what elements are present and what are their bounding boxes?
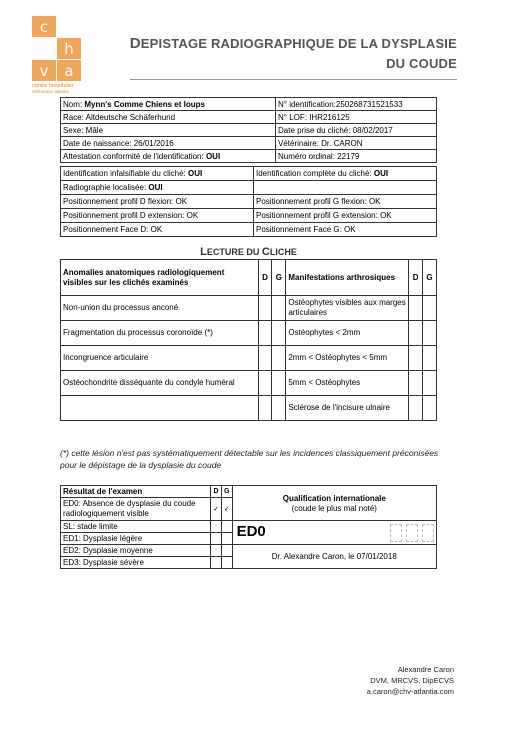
lof-number: N° LOF: IHR216125 (276, 111, 437, 124)
document-title: DEPISTAGE RADIOGRAPHIQUE DE LA DYSPLASIE DU COUDE (129, 35, 457, 71)
check-g-ed0: ✓ (221, 498, 232, 521)
g-extension: Positionnement profil G extension: OK (254, 209, 437, 223)
signature-titles: DVM, MRCVS, DipECVS (370, 676, 454, 685)
logo-letter-v: v (32, 60, 56, 81)
logo-subtitle-2: vétérinaire atlantia (32, 89, 69, 94)
grade-cell (232, 521, 436, 545)
result-header: Résultat de l'examen (61, 486, 211, 498)
anomaly-row: Non-union du processus anconé (61, 296, 259, 321)
anomaly-row: Fragmentation du processus coronoïde (*) (61, 321, 259, 346)
name-label: Nom: (63, 99, 83, 109)
sex: Sexe: Mâle (61, 124, 276, 137)
result-row-ed2: ED2: Dysplasie moyenne (61, 545, 211, 557)
lecture-table: Anomalies anatomiques radiologiquement visibles sur les clichés examinés D G Manifestations arthrosiques D G Non-union du processus anconé Ostéophytes visibles aux marges articulaires Fragmentation du processus coronoïde (*) Ostéophytes < 2mm Incongruence articulaire 2mm < Ostéophytes < 5mm Ostéochondrite disséquante du condyle huméral 5mm < Ostéophytes Sclérose de l'incisure ulnaire (60, 259, 437, 421)
face-d: Positionnement Face D: OK (61, 223, 254, 237)
chva-logo (32, 16, 82, 94)
grade-value: ED0 (236, 522, 266, 540)
qualification-header: Qualification internationale (coude le plus mal noté) (232, 486, 436, 521)
arthrose-header: Manifestations arthrosiques (286, 260, 409, 296)
logo-letter-h: h (57, 38, 81, 59)
face-g: Positionnement Face G: OK (254, 223, 437, 237)
logo-subtitle-1: centre hospitalier (32, 83, 74, 89)
g-flexion: Positionnement profil G flexion: OK (254, 195, 437, 209)
check-d-ed0: ✓ (211, 498, 222, 521)
arthrose-row: Ostéophytes < 2mm (286, 321, 409, 346)
ordinal-number: Numéro ordinal: 22179 (276, 150, 437, 163)
d-extension: Positionnement profil D extension: OK (61, 209, 254, 223)
result-table: Résultat de l'examen D G Qualification internationale (coude le plus mal noté) ED0: Absence de dysplasie du coude radiologiquement visible ✓ ✓ SL: stade limite ED0 ED1: Dysplasie légère ED2: Dysplasie moyenne Dr. Alexandre Caron, le 07/01/2018 ED3: Dysplasie sévère (60, 485, 437, 569)
anomalies-header: Anomalies anatomiques radiologiquement visibles sur les clichés examinés (61, 260, 259, 296)
arthrose-row: 2mm < Ostéophytes < 5mm (286, 346, 409, 371)
signature-name: Alexandre Caron (397, 665, 454, 674)
lecture-heading: LECTURE DU CLICHE (200, 246, 297, 258)
anomaly-row (61, 396, 259, 421)
attestation-value: OUI (205, 151, 221, 161)
logo-letter-a: a (57, 60, 81, 81)
checks-table: Identification infalsifiable du cliché: OUI Identification complète du cliché: OUI Radiographie localisée: OUI Positionnement profil D flexion: OK Positionnement profil G flexion: OK Positionnement profil D extension: OK Positionnement profil G extension: OK Positionnement Face D: OK Positionnement Face G: OK (60, 166, 437, 237)
id-number: 250268731521533 (335, 99, 403, 109)
signature-email: a.caron@chv-atlantia.com (366, 687, 454, 696)
anomaly-row: Ostéochondrite disséquante du condyle huméral (61, 371, 259, 396)
arthrose-row: 5mm < Ostéophytes (286, 371, 409, 396)
result-row-sl: SL: stade limite (61, 521, 211, 533)
logo-letter-c: c (32, 16, 56, 37)
veterinarian: Vétérinaire: Dr. CARON (276, 137, 437, 150)
race: Race: Altdeutsche Schäferhund (61, 111, 276, 124)
arthrose-row: Sclérose de l'incisure ulnaire (286, 396, 409, 421)
identity-table: Nom: Mynn's Comme Chiens et loups N° identification:250268731521533 Race: Altdeutsche Schäferhund N° LOF: IHR216125 Sexe: Mâle Date prise du cliché: 08/02/2017 Date de naissance: 26/01/2016 Vétérinaire: Dr. CARON Attestation conformité de l'identification: OUI Numéro ordinal: 22179 (60, 97, 437, 163)
footnote: (*) cette lésion n'est pas systématiquement détectable sur les incidences classiquement préconisées pour le dépistage de la dysplasie du coude (60, 448, 439, 470)
title-divider (130, 79, 457, 80)
date-cliche: Date prise du cliché: 08/02/2017 (276, 124, 437, 137)
anomaly-row: Incongruence articulaire (61, 346, 259, 371)
birth-date: Date de naissance: 26/01/2016 (61, 137, 276, 150)
result-row-ed1: ED1: Dysplasie légère (61, 533, 211, 545)
result-row-ed3: ED3: Dysplasie sévère (61, 557, 211, 569)
arthrose-row: Ostéophytes visibles aux marges articulaires (286, 296, 409, 321)
d-flexion: Positionnement profil D flexion: OK (61, 195, 254, 209)
signature-block (367, 664, 454, 697)
result-row-ed0: ED0: Absence de dysplasie du coude radiologiquement visible (61, 498, 211, 521)
dog-name: Mynn's Comme Chiens et loups (84, 99, 205, 109)
signed-line: Dr. Alexandre Caron, le 07/01/2018 (232, 545, 436, 569)
